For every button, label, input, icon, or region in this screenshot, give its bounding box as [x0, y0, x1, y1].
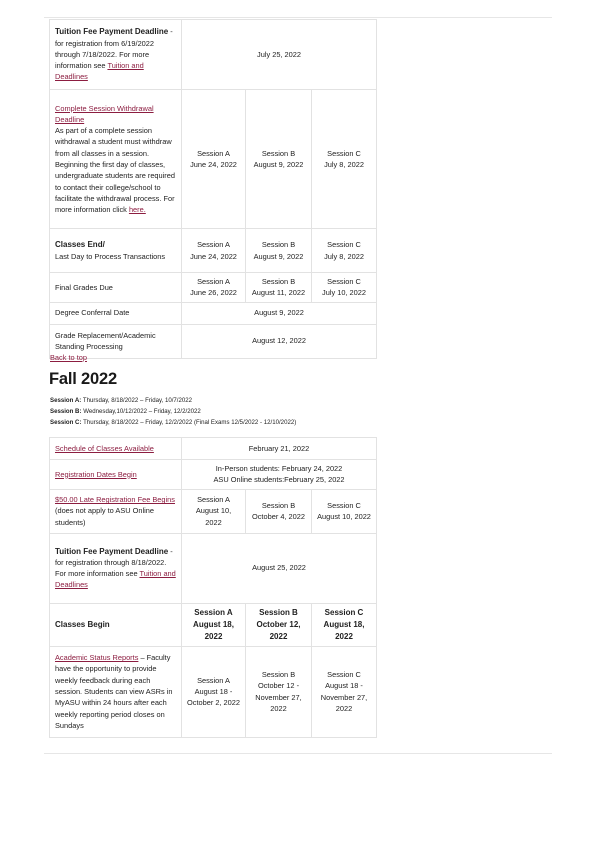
grade-replacement-label: Grade Replacement/Academic Standing Processing: [50, 324, 182, 358]
tuition-deadline-title: Tuition Fee Payment Deadline: [55, 27, 169, 37]
grade-replacement-date: August 12, 2022: [182, 324, 377, 358]
top-divider: [44, 17, 552, 18]
withdrawal-session-a: Session A June 24, 2022: [182, 90, 246, 229]
degree-conferral-date: August 9, 2022: [182, 302, 377, 324]
withdrawal-session-c: Session C July 8, 2022: [312, 90, 377, 229]
final-grades-session-b: Session B August 11, 2022: [246, 273, 312, 303]
withdrawal-desc: As part of a complete session withdrawal a student must withdraw from all classes in a session. Beginning the first day of classes, undergraduate students are required to contact their college/school to facilitate the withdrawal process. For more information click: [55, 126, 175, 215]
late-fee-desc: (does not apply to ASU Online students): [55, 506, 155, 527]
schedule-date: February 21, 2022: [182, 438, 377, 460]
schedule-of-classes-link[interactable]: Schedule of Classes Available: [55, 443, 154, 453]
withdrawal-cell: [50, 90, 182, 229]
tuition-deadline-cell: [50, 20, 182, 90]
classes-begin-session-a: Session A August 18, 2022: [182, 603, 246, 646]
withdrawal-here-link[interactable]: here.: [128, 205, 146, 215]
table-row: [50, 489, 377, 533]
table-row: [50, 646, 377, 737]
tuition-deadline-desc: - for registration from 6/19/2022 through 7/18/2022. For more information see: [55, 27, 173, 71]
table-row: [50, 302, 377, 324]
classes-begin-session-b: Session B October 12, 2022: [246, 603, 312, 646]
classes-end-subtitle: Last Day to Process Transactions: [55, 251, 166, 261]
table-row: [50, 460, 377, 490]
classes-end-session-c: Session C July 8, 2022: [312, 229, 377, 273]
academic-status-cell: [50, 646, 182, 737]
classes-end-session-b: Session B August 9, 2022: [246, 229, 312, 273]
classes-end-cell: [50, 229, 182, 273]
session-c-line: Session C: Thursday, 8/18/2022 – Friday, 12/2/2022 (Final Exams 12/5/2022 - 12/10/2022): [50, 419, 297, 426]
summer-calendar-table: [49, 19, 377, 359]
classes-end-session-a: Session A June 24, 2022: [182, 229, 246, 273]
fall-calendar-table: [49, 437, 377, 738]
table-row: [50, 90, 377, 229]
tuition-deadlines-link[interactable]: Tuition and Deadlines: [55, 61, 144, 82]
table-row: [50, 324, 377, 358]
session-b-line: Session B: Wednesday,10/12/2022 – Friday, 12/2/2022: [50, 408, 201, 415]
academic-status-session-c: Session C August 18 - November 27, 2022: [312, 646, 377, 737]
academic-status-session-a: Session A August 18 - October 2, 2022: [182, 646, 246, 737]
academic-status-session-b: Session B October 12 - November 27, 2022: [246, 646, 312, 737]
table-row: [50, 273, 377, 303]
tuition-deadline-date: July 25, 2022: [182, 20, 377, 90]
academic-status-link[interactable]: Academic Status Reports: [55, 653, 139, 663]
withdrawal-deadline-link[interactable]: Complete Session Withdrawal Deadline: [55, 103, 154, 124]
registration-dates: In-Person students: February 24, 2022 ASU Online students:February 25, 2022: [182, 460, 377, 490]
table-row: [50, 533, 377, 603]
fall-tuition-cell: [50, 533, 182, 603]
schedule-cell: [50, 438, 182, 460]
classes-end-title: Classes End/: [55, 240, 105, 250]
table-row: [50, 438, 377, 460]
late-fee-link[interactable]: $50.00 Late Registration Fee Begins: [55, 495, 175, 505]
table-row: [50, 229, 377, 273]
fall-tuition-title: Tuition Fee Payment Deadline: [55, 546, 169, 556]
withdrawal-session-b: Session B August 9, 2022: [246, 90, 312, 229]
late-fee-session-a: Session A August 10, 2022: [182, 489, 246, 533]
late-fee-session-b: Session B October 4, 2022: [246, 489, 312, 533]
registration-cell: [50, 460, 182, 490]
fall-tuition-deadlines-link[interactable]: Tuition and Deadlines: [55, 569, 176, 590]
late-fee-cell: [50, 489, 182, 533]
final-grades-session-c: Session C July 10, 2022: [312, 273, 377, 303]
final-grades-session-a: Session A June 26, 2022: [182, 273, 246, 303]
late-fee-session-c: Session C August 10, 2022: [312, 489, 377, 533]
back-to-top-link[interactable]: Back to top: [50, 353, 87, 362]
table-row: [50, 20, 377, 90]
academic-status-desc: – Faculty have the opportunity to provide weekly feedback during each session. Students can view ASRs in MyASU within 24 hours after each weekly reporting period closes on Sundays: [55, 653, 173, 730]
bottom-divider: [44, 753, 552, 754]
fall-2022-heading: Fall 2022: [49, 370, 117, 388]
degree-conferral-label: Degree Conferral Date: [50, 302, 182, 324]
session-a-line: Session A: Thursday, 8/18/2022 – Friday, 10/7/2022: [50, 397, 193, 404]
table-row: [50, 603, 377, 646]
fall-tuition-date: August 25, 2022: [182, 533, 377, 603]
fall-tuition-desc: - for registration through 8/18/2022. For more information see: [55, 546, 173, 579]
registration-dates-link[interactable]: Registration Dates Begin: [55, 469, 137, 479]
classes-begin-session-c: Session C August 18, 2022: [312, 603, 377, 646]
final-grades-label: Final Grades Due: [50, 273, 182, 303]
classes-begin-label: Classes Begin: [50, 603, 182, 646]
